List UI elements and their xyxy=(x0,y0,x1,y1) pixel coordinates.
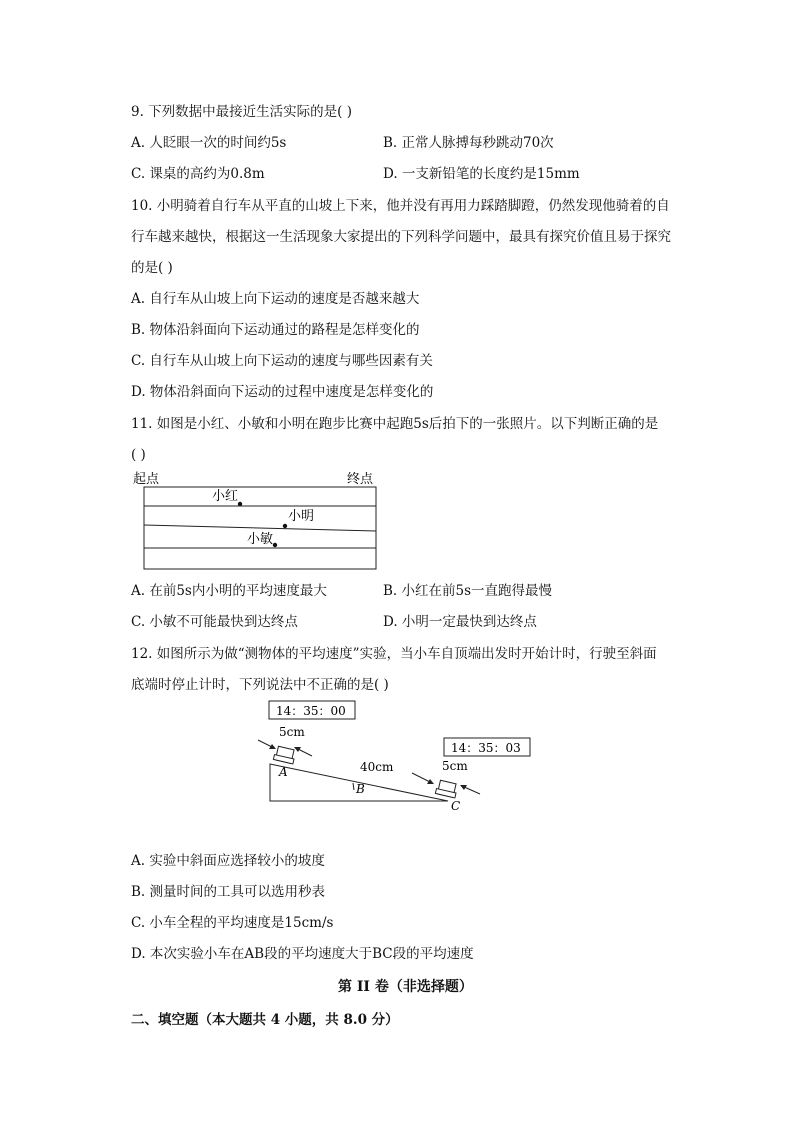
stopwatch-end-time: 14：35：03 xyxy=(451,741,521,755)
q10-option-d: D. 物体沿斜面向下运动的过程中速度是怎样变化的 xyxy=(131,384,434,400)
section-subtitle: 二、填空题（本大题共 4 小题，共 8.0 分） xyxy=(131,1012,399,1028)
q12-option-d: D. 本次实验小车在AB段的平均速度大于BC段的平均速度 xyxy=(131,946,474,962)
q11-option-d: D. 小明一定最快到达终点 xyxy=(383,614,537,630)
q9-stem: 9. 下列数据中最接近生活实际的是( ) xyxy=(131,104,352,120)
q10-stem-line-3: 的是( ) xyxy=(131,260,173,276)
q11-stem-line-2: ( ) xyxy=(131,447,146,463)
q11-option-a: A. 在前5s内小明的平均速度最大 xyxy=(131,583,327,599)
point-a-label: A xyxy=(279,765,288,779)
runner-label-xiaomin: 小敏 xyxy=(247,532,274,547)
q10-stem-line-2: 行车越来越快，根据这一生活现象大家提出的下列科学问题中，最具有探究价值且易于探究 xyxy=(131,229,671,245)
race-track-figure xyxy=(128,466,384,574)
q12-option-c: C. 小车全程的平均速度是15cm/s xyxy=(131,915,334,931)
distance-label: 40cm xyxy=(360,760,394,774)
runner-label-xiaohong: 小红 xyxy=(212,489,239,504)
q9-option-d: D. 一支新铅笔的长度约是15mm xyxy=(383,166,580,182)
q10-stem-line-1: 10. 小明骑着自行车从平直的山坡上下来，他并没有再用力踩踏脚蹬，仍然发现他骑着的自 xyxy=(131,198,670,214)
runner-label-xiaoming: 小明 xyxy=(288,509,315,524)
car-length-bottom: 5cm xyxy=(442,759,468,773)
car-bottom xyxy=(435,780,458,798)
q10-option-a: A. 自行车从山坡上向下运动的速度是否越来越大 xyxy=(131,291,420,307)
q9-option-a: A. 人眨眼一次的时间约5s xyxy=(131,135,287,151)
q12-stem-line-2: 底端时停止计时，下列说法中不正确的是( ) xyxy=(131,677,389,693)
q10-option-c: C. 自行车从山坡上向下运动的速度与哪些因素有关 xyxy=(131,353,433,369)
section-title: 第 II 卷（非选择题） xyxy=(338,979,473,995)
lane-line xyxy=(144,525,376,531)
q12-stem-line-1: 12. 如图所示为做“测物体的平均速度”实验，当小车自顶端出发时开始计时，行驶至斜面 xyxy=(131,646,657,662)
runner-dot-xiaomin xyxy=(273,543,277,547)
q11-option-c: C. 小敏不可能最快到达终点 xyxy=(131,614,298,630)
q12-option-a: A. 实验中斜面应选择较小的坡度 xyxy=(131,853,325,869)
stopwatch-start-time: 14：35：00 xyxy=(276,704,346,718)
end-label: 终点 xyxy=(347,472,374,487)
car-length-top: 5cm xyxy=(279,725,305,739)
car-top xyxy=(273,746,296,764)
q9-option-c: C. 课桌的高约为0.8m xyxy=(131,166,265,182)
q11-stem-line-1: 11. 如图是小红、小敏和小明在跑步比赛中起跑5s后拍下的一张照片。以下判断正确的是 xyxy=(131,416,659,432)
q12-option-b: B. 测量时间的工具可以选用秒表 xyxy=(131,884,326,900)
q9-option-b: B. 正常人脉搏每秒跳动70次 xyxy=(383,135,554,151)
start-label: 起点 xyxy=(133,472,160,487)
incline-experiment-figure xyxy=(252,698,521,816)
q11-option-b: B. 小红在前5s一直跑得最慢 xyxy=(383,583,553,599)
runner-dot-xiaohong xyxy=(238,502,242,506)
point-c-label: C xyxy=(451,799,461,813)
runner-dot-xiaoming xyxy=(283,524,287,528)
point-b-label: B xyxy=(356,782,365,796)
q10-option-b: B. 物体沿斜面向下运动通过的路程是怎样变化的 xyxy=(131,322,420,338)
